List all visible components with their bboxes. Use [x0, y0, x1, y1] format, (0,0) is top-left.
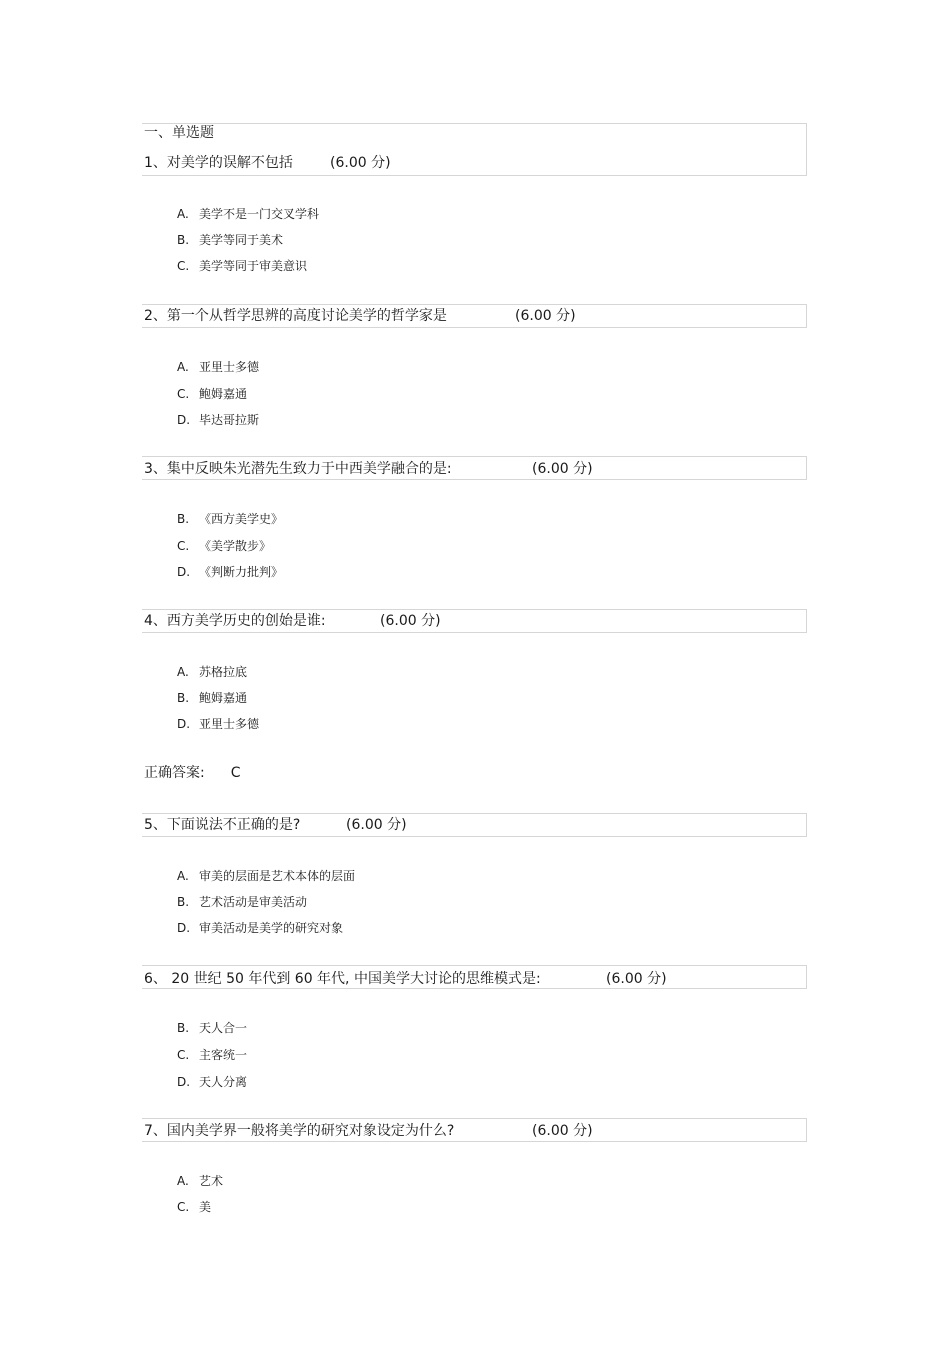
question-text-7: 7、国内美学界一般将美学的研究对象设定为什么? [144, 1123, 455, 1139]
option-letter: C. [177, 539, 190, 553]
option-3-d[interactable] [177, 563, 283, 581]
option-6-d[interactable] [177, 1073, 247, 1091]
option-text: 天人分离 [199, 1075, 248, 1089]
question-text-6: 6、 20 世纪 50 年代到 60 年代, 中国美学大讨论的思维模式是: [144, 971, 541, 987]
option-1-a[interactable] [177, 205, 319, 223]
option-letter: D. [177, 1075, 191, 1089]
option-1-b[interactable] [177, 231, 283, 249]
question-text-1: 1、对美学的误解不包括 [144, 155, 293, 171]
option-letter: D. [177, 565, 191, 579]
option-2-c[interactable] [177, 385, 247, 403]
option-3-c[interactable] [177, 537, 271, 555]
option-text: 天人合一 [199, 1021, 248, 1035]
option-letter: A. [177, 207, 189, 221]
question-score-4: (6.00 分) [380, 613, 441, 629]
correct-answer [144, 763, 241, 783]
question-text-5: 5、下面说法不正确的是? [144, 817, 301, 833]
option-text: 毕达哥拉斯 [199, 413, 260, 427]
correct-answer-label: 正确答案: [144, 765, 205, 781]
question-score-6: (6.00 分) [606, 971, 667, 987]
option-letter: A. [177, 360, 189, 374]
section-title: 一、单选题 [144, 125, 214, 141]
option-text: 《美学散步》 [199, 539, 272, 553]
option-letter: A. [177, 1174, 189, 1188]
option-letter: C. [177, 387, 190, 401]
option-4-a[interactable] [177, 663, 247, 681]
option-text: 《判断力批判》 [199, 565, 284, 579]
option-text: 鲍姆嘉通 [199, 691, 248, 705]
option-7-c[interactable] [177, 1198, 211, 1216]
option-text: 艺术活动是审美活动 [199, 895, 308, 909]
option-4-d[interactable] [177, 715, 259, 733]
option-letter: C. [177, 1048, 190, 1062]
option-text: 美学等同于审美意识 [199, 259, 308, 273]
option-2-a[interactable] [177, 358, 259, 376]
option-text: 鲍姆嘉通 [199, 387, 248, 401]
option-text: 亚里士多德 [199, 360, 260, 374]
option-text: 主客统一 [199, 1048, 248, 1062]
question-text-3: 3、集中反映朱光潜先生致力于中西美学融合的是: [144, 461, 452, 477]
correct-answer-value: C [230, 765, 241, 781]
question-score-2: (6.00 分) [515, 308, 576, 324]
question-text-4: 4、西方美学历史的创始是谁: [144, 613, 326, 629]
option-letter: A. [177, 665, 189, 679]
option-letter: D. [177, 921, 191, 935]
question-score-3: (6.00 分) [532, 461, 593, 477]
option-6-c[interactable] [177, 1046, 247, 1064]
option-6-b[interactable] [177, 1019, 247, 1037]
option-text: 艺术 [199, 1174, 224, 1188]
option-2-d[interactable] [177, 411, 259, 429]
question-score-7: (6.00 分) [532, 1123, 593, 1139]
option-letter: B. [177, 1021, 190, 1035]
option-letter: B. [177, 691, 190, 705]
option-7-a[interactable] [177, 1172, 223, 1190]
option-1-c[interactable] [177, 257, 307, 275]
option-letter: C. [177, 1200, 190, 1214]
option-letter: B. [177, 895, 190, 909]
option-5-b[interactable] [177, 893, 307, 911]
option-letter: A. [177, 869, 189, 883]
question-score-1: (6.00 分) [330, 155, 391, 171]
option-letter: B. [177, 233, 190, 247]
option-text: 审美的层面是艺术本体的层面 [199, 869, 356, 883]
option-text: 美学等同于美术 [199, 233, 284, 247]
option-3-b[interactable] [177, 510, 283, 528]
option-letter: D. [177, 717, 191, 731]
option-text: 亚里士多德 [199, 717, 260, 731]
option-letter: D. [177, 413, 191, 427]
question-text-2: 2、第一个从哲学思辨的高度讨论美学的哲学家是 [144, 308, 447, 324]
option-4-b[interactable] [177, 689, 247, 707]
option-letter: C. [177, 259, 190, 273]
option-5-a[interactable] [177, 867, 355, 885]
option-text: 苏格拉底 [199, 665, 248, 679]
question-score-5: (6.00 分) [346, 817, 407, 833]
option-text: 美学不是一门交叉学科 [199, 207, 320, 221]
option-5-d[interactable] [177, 919, 343, 937]
option-letter: B. [177, 512, 190, 526]
option-text: 美 [199, 1200, 212, 1214]
option-text: 《西方美学史》 [199, 512, 284, 526]
option-text: 审美活动是美学的研究对象 [199, 921, 344, 935]
